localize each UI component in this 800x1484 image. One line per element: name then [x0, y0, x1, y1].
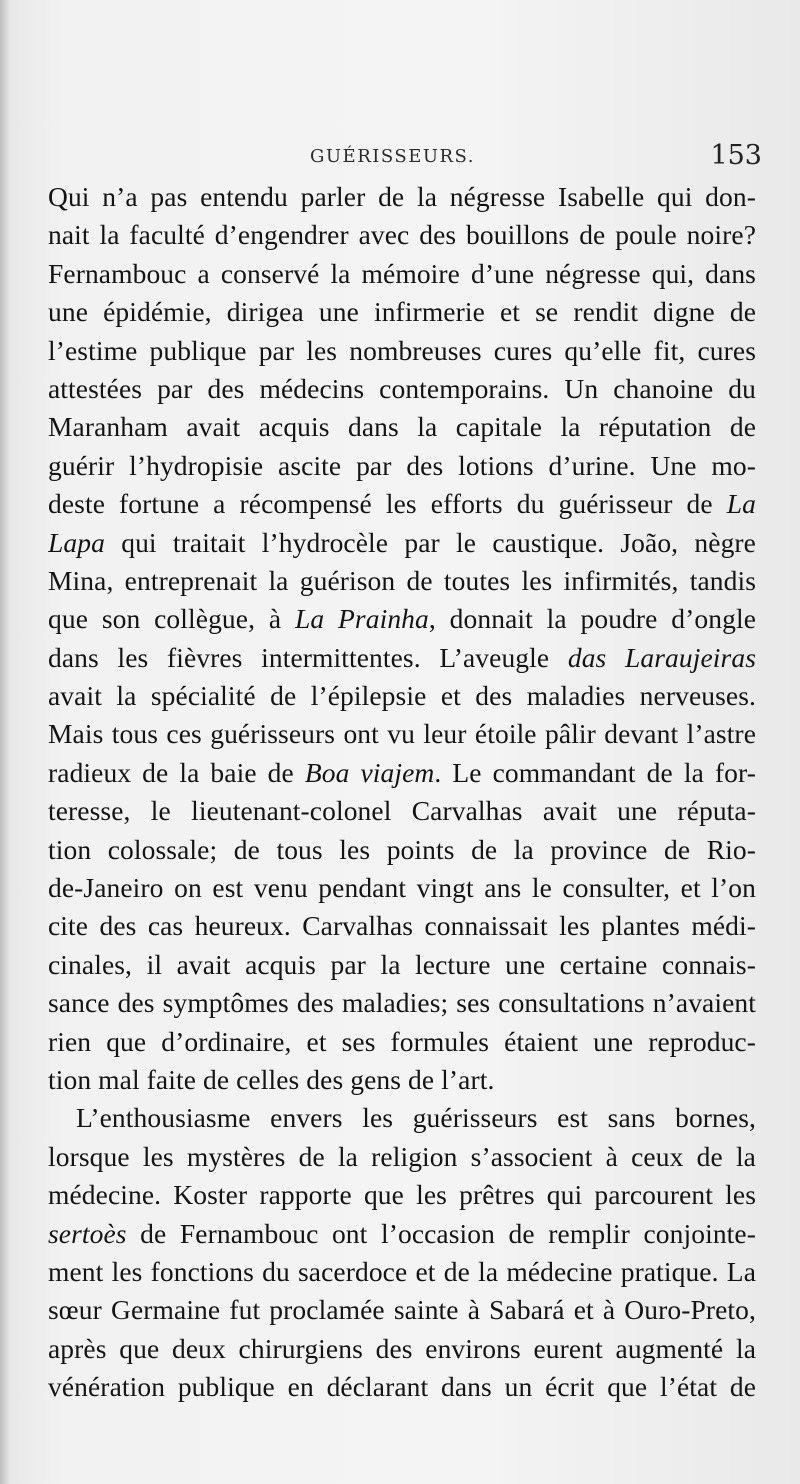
body-text	[48, 178, 756, 1407]
text-line-23: rien que d’ordinaire, et ses formules étaient une reproduc-	[48, 1025, 756, 1057]
text-line-7: Maranham avait acquis dans la capitale la réputation de	[48, 411, 756, 443]
text-line-31: après que deux chirurgiens des environs eurent augmenté la	[48, 1332, 756, 1364]
text-line-22: sance des symptômes des maladies; ses consultations n’avaient	[48, 987, 756, 1019]
text-line-27: médecine. Koster rapporte que les prêtres qui parcourent les	[48, 1179, 756, 1211]
text-line-28: sertoès de Fernambouc ont l’occasion de remplir conjointe-	[48, 1217, 756, 1249]
text-line-12: que son collègue, à La Prainha, donnait la poudre d’ongle	[48, 603, 756, 635]
text-line-5: l’estime publique par les nombreuses cures qu’elle fit, cures	[48, 334, 756, 366]
text-line-9: deste fortune a récompensé les efforts du guérisseur de La	[48, 488, 756, 520]
text-line-19: de-Janeiro on est venu pendant vingt ans le consulter, et l’on	[48, 872, 756, 904]
text-line-2: nait la faculté d’engendrer avec des bouillons de poule noire?	[48, 219, 756, 251]
text-line-30: sœur Germaine fut proclamée sainte à Sabará et à Ouro-Preto,	[48, 1294, 756, 1326]
text-line-14: avait la spécialité de l’épilepsie et des maladies nerveuses.	[48, 680, 756, 712]
text-line-25: L’enthousiasme envers les guérisseurs est sans bornes,	[76, 1102, 756, 1134]
page-number: 153	[710, 140, 762, 171]
running-title: GUÉRISSEURS.	[310, 146, 475, 167]
text-line-6: attestées par des médecins contemporains. Un chanoine du	[48, 372, 756, 404]
text-line-4: une épidémie, dirigea une infirmerie et se rendit digne de	[48, 296, 756, 328]
text-line-1: Qui n’a pas entendu parler de la négresse Isabelle qui don-	[48, 181, 756, 212]
text-line-18: tion colossale; de tous les points de la province de Rio-	[48, 833, 756, 865]
text-line-3: Fernambouc a conservé la mémoire d’une négresse qui, dans	[48, 257, 756, 289]
text-line-21: cinales, il avait acquis par la lecture une certaine connais-	[48, 948, 756, 980]
text-line-10: Lapa qui traitait l’hydrocèle par le caustique. João, nègre	[48, 526, 756, 558]
text-line-13: dans les fièvres intermittentes. L’aveugle das Laraujeiras	[48, 641, 756, 673]
text-line-17: teresse, le lieutenant-colonel Carvalhas avait une réputa-	[48, 795, 756, 827]
text-line-32: vénération publique en déclarant dans un écrit que l’état de	[48, 1371, 756, 1403]
running-header	[0, 140, 800, 172]
text-line-24: tion mal faite de celles des gens de l’art.	[48, 1063, 495, 1095]
text-line-15: Mais tous ces guérisseurs ont vu leur étoile pâlir devant l’astre	[48, 718, 756, 750]
text-line-8: guérir l’hydropisie ascite par des lotions d’urine. Une mo-	[48, 449, 756, 481]
text-line-29: ment les fonctions du sacerdoce et de la médecine pratique. La	[48, 1255, 756, 1287]
text-line-26: lorsque les mystères de la religion s’associent à ceux de la	[48, 1140, 756, 1172]
text-line-20: cite des cas heureux. Carvalhas connaissait les plantes médi-	[48, 910, 756, 942]
text-line-16: radieux de la baie de Boa viajem. Le commandant de la for-	[48, 756, 756, 788]
text-line-11: Mina, entreprenait la guérison de toutes les infirmités, tandis	[48, 564, 756, 596]
